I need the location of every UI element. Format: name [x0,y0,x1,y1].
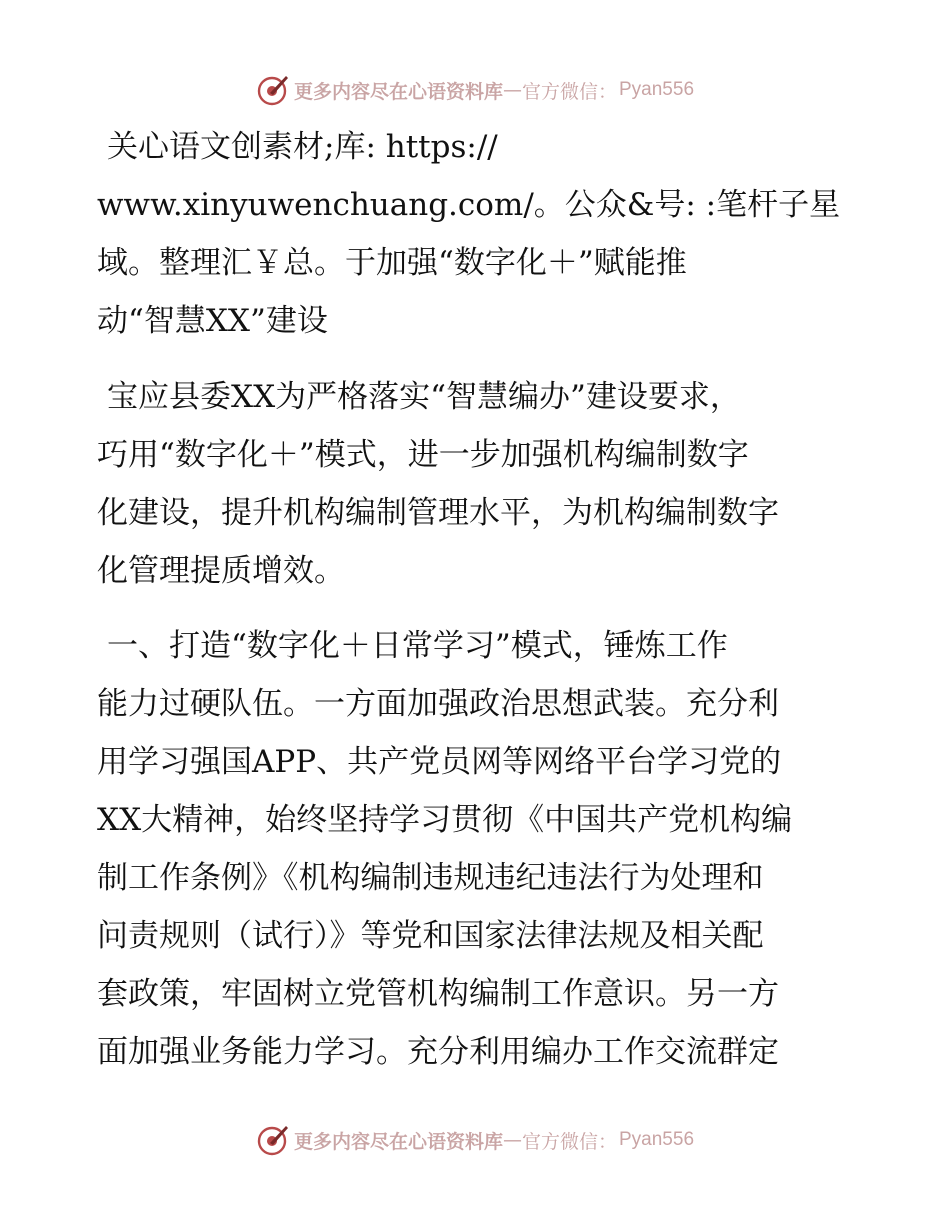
paragraph-line: 巧用“数字化＋”模式，进一步加强机构编制数字 [97,437,749,473]
banner-wechat-label: 官方微信： [521,1130,617,1153]
title-line: 关心语文创素材;库: https:// [107,129,498,165]
paragraph-line: 套政策，牢固树立党管机构编制工作意识。另一方 [97,976,779,1012]
paragraph-line: 面加强业务能力学习。充分利用编办工作交流群定 [97,1034,779,1070]
banner-wechat-id: Pyan556 [619,79,695,100]
title-block [97,118,867,350]
paragraph-line: 宝应县委XX为严格落实“智慧编办”建设要求， [107,379,741,415]
bottom-watermark-banner [0,1120,950,1160]
banner-separator: — [502,1129,522,1151]
banner-text: 更多内容尽在心语资料库 [293,80,503,103]
section-1-paragraph [97,617,867,1081]
paragraph-line: 用学习强国APP、共产党员网等网络平台学习党的 [97,744,782,780]
paragraph-line: XX大精神，始终坚持学习贯彻《中国共产党机构编 [97,802,793,838]
quill-pen-logo-icon [256,1123,290,1157]
title-line: www.xinyuwenchuang.com/。公众&号: :笔杆子星 [97,187,841,223]
title-line: 域。整理汇￥总。于加强“数字化＋”赋能推 [97,245,687,281]
paragraph-line: 制工作条例》《机构编制违规违纪违法行为处理和 [97,860,764,896]
banner-wechat-id: Pyan556 [619,1129,695,1150]
paragraph-line: 化建设，提升机构编制管理水平，为机构编制数字 [97,495,779,531]
top-watermark-banner [0,70,950,110]
paragraph-line: 能力过硬队伍。一方面加强政治思想武装。充分利 [97,686,779,722]
banner-separator: — [502,79,522,101]
intro-paragraph [97,368,867,600]
paragraph-line: 一、打造“数字化＋日常学习”模式，锤炼工作 [107,628,728,664]
title-line: 动“智慧XX”建设 [97,303,328,339]
banner-wechat-label: 官方微信： [521,80,617,103]
paragraph-line: 问责规则（试行）》等党和国家法律法规及相关配 [97,918,764,954]
quill-pen-logo-icon [256,73,290,107]
banner-text: 更多内容尽在心语资料库 [293,1130,503,1153]
paragraph-line: 化管理提质增效。 [97,553,345,589]
